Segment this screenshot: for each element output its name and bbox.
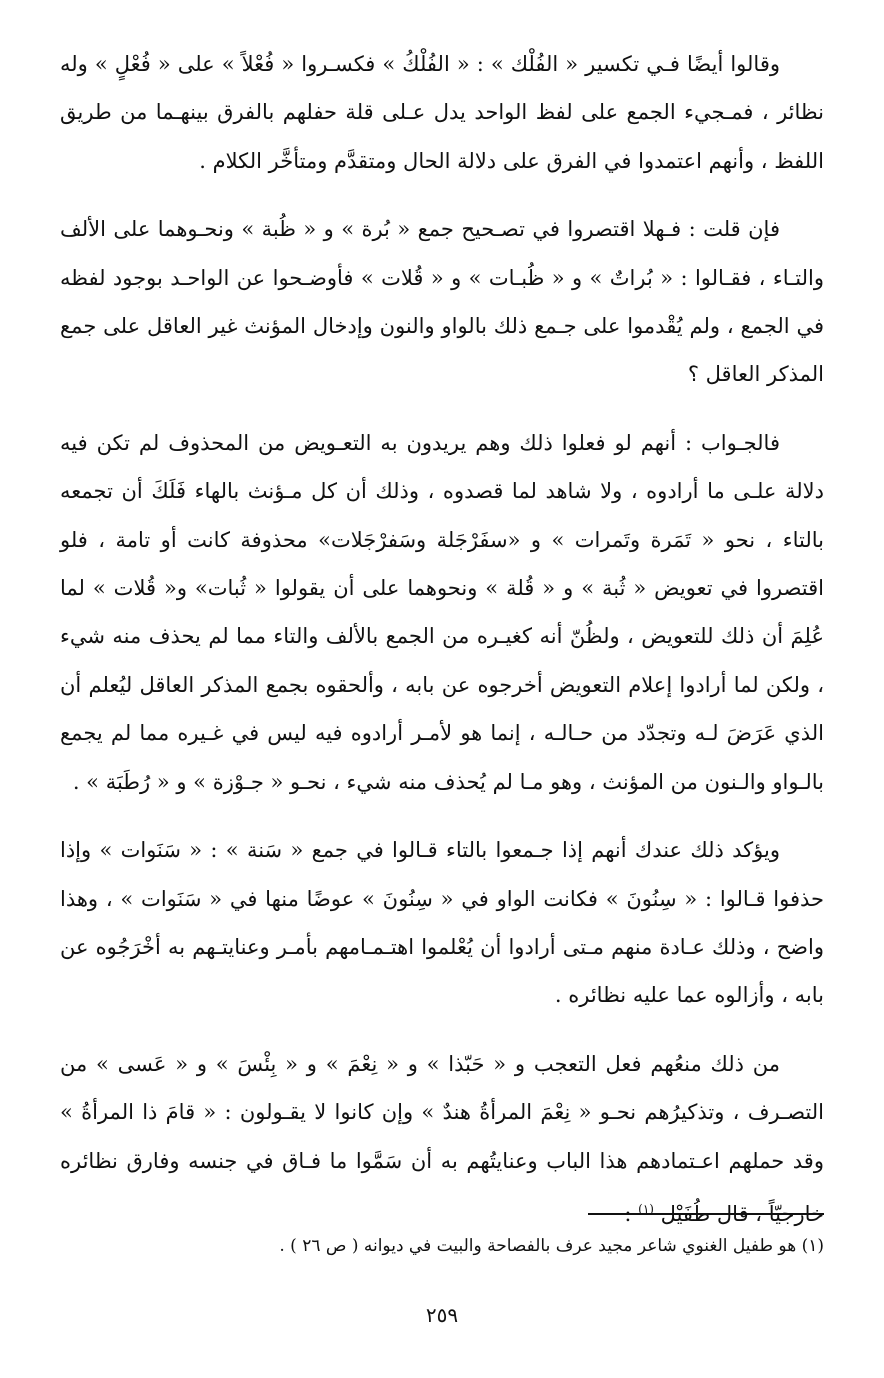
- paragraph-last: [60, 1040, 824, 1239]
- footnote-divider: [588, 1213, 824, 1215]
- paragraph: فإن قلت : فـهلا اقتصروا في تصـحيح جمع « بُرة » و « ظُبة » ونحـوهما على الألف والتـاء ، فقـالوا : « بُراتٌ » و « ظُبـات » و « قُلات » فأوضـحوا عن الواحـد بوجود لفظه في الجمع ، ولم يُقْدموا على جـمع ذلك بالواو والنون وإدخال المؤنث غير العاقل على جمع المذكر العاقل ؟: [60, 217, 824, 387]
- page-body: [60, 40, 824, 1238]
- footnote-reference: (١): [638, 1201, 654, 1216]
- paragraph: ويؤكد ذلك عندك أنهم إذا جـمعوا بالتاء قـالوا في جمع « سَنة » : « سَنَوات » وإذا حذفوا قـالوا : « سِنُونَ » فكانت الواو في « سِنُونَ » عوضًا منها في « سَنَوات » ، وهذا واضح ، وذلك عـادة منهم مـتى أرادوا أن يُعْلموا اهتـمـامهم بأمـر وعنايتـهم به أخْرَجُوه عن بابه ، وأزالوه عما عليه نظائره .: [60, 838, 824, 1008]
- paragraph-tail: :: [624, 1201, 639, 1226]
- paragraph-text: من ذلك منعُهم فعل التعجب و « حَبّذا » و « نِعْمَ » و « بِئْسَ » و « عَسى » من التصـرف ، وتذكيرُهم نحـو « نِعْمَ المرأةُ هندٌ » وإن كانوا لا يقـولون : « قامَ ذا المرأةُ » وقد حملهم اعـتمادهم هذا الباب وعنايتُهم به أن سَمَّوا ما فـاق في جنسه وفارق نظائره خارجيّاً ، قال طُفَيْل: [60, 1051, 824, 1226]
- paragraph: فالجـواب : أنهم لو فعلوا ذلك وهم يريدون به التعـويض من المحذوف لم تكن فيه دلالة علـى ما أرادوه ، ولا شاهد لما قصدوه ، وذلك أن كل مـؤنث بالهاء فَلَكَ أن تجمعه بالتاء ، نحو « تَمَرة وتَمرات » و «سفَرْجَلة وسَفرْجَلات» محذوفة كانت أو تامة ، فلو اقتصروا في تعويض « ثُبة » و « قُلة » ونحوهما على أن يقولوا « ثُبات» و« قُلات » لما عُلِمَ أن ذلك للتعويض ، ولظُنّ أنه كغيـره من الجمع بالألف والتاء مما لم يحذف منه شيء ، ولكن لما أرادوا إعلام التعويض أخرجوه عن بابه ، وألحقوه بجمع المذكر العاقل ليُعلم أن الذي عَرَضَ لـه وتجدّد من حـالـه ، إنما هو لأمـر أرادوه فيه ليس في غـيره مما لم يجمع بالـواو والـنون من المؤنث ، وهو مـا لم يُحذف منه شيء ، نحـو « جـوْزة » و « رُطَبَة » .: [60, 430, 824, 794]
- paragraph: وقالوا أيضًا فـي تكسير « الفُلْك » : « الفُلْكُ » فكسـروا « فُعْلاً » على « فُعْلٍ » وله نظائر ، فمـجيء الجمع على لفظ الواحد يدل عـلى قلة حفلهم بالفرق بينهـما من طريق اللفظ ، وأنهم اعتمدوا في الفرق على دلالة الحال ومتقدَّم ومتأخَّر الكلام .: [60, 52, 824, 173]
- footnote: (١) هو طفيل الغنوي شاعر مجيد عرف بالفصاحة والبيت في ديوانه ( ص ٢٦ ) .: [279, 1236, 824, 1256]
- page-number: ٢٥٩: [425, 1303, 459, 1327]
